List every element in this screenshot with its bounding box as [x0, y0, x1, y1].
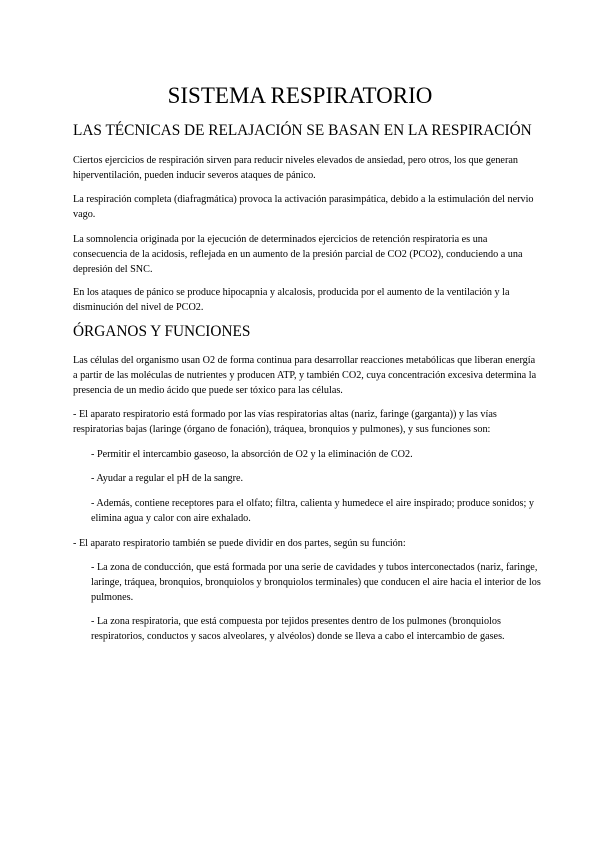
paragraph-cells: Las células del organismo usan O2 de forma continua para desarrollar reacciones metabólicas que liberan energía a partir de las moléculas de nutrientes y producen ATP, y también CO2, cuya concentración excesiva determina la presencia de un medio ácido que puede ser tóxico para las células. [73, 355, 537, 396]
list-item: - La zona de conducción, que está formada por una serie de cavidades y tubos interconectados (nariz, faringe, laringe, tráquea, bronquios, bronquiolos y bronquiolos terminales) que conducen el aire hacia el interior de los pulmones. [91, 562, 541, 603]
list-intro-structure: - El aparato respiratorio está formado por las vías respiratorias altas (nariz, faringe (garganta)) y las vías respiratorias bajas (laringe (órgano de fonación), tráquea, bronquios y pulmones), y sus funciones son: [73, 409, 497, 435]
document-title: SISTEMA RESPIRATORIO [167, 83, 433, 108]
list-item: - Ayudar a regular el pH de la sangre. [91, 473, 244, 484]
list-item: - Permitir el intercambio gaseoso, la absorción de O2 y la eliminación de CO2. [91, 449, 413, 460]
paragraph-anxiety: Ciertos ejercicios de respiración sirven para reducir niveles elevados de ansiedad, pero otros, los que generan hiperventilación, pueden inducir severos ataques de pánico. [73, 155, 518, 181]
list-item: - La zona respiratoria, que está compuesta por tejidos presentes dentro de los pulmones (bronquiolos respiratorios, conductos y sacos alveolares, y alvéolos) donde se lleva a cabo el intercambio de gases. [91, 616, 505, 642]
list-intro-parts: - El aparato respiratorio también se puede dividir en dos partes, según su función: [73, 538, 406, 549]
paragraph-panic: En los ataques de pánico se produce hipocapnia y alcalosis, producida por el aumento de la ventilación y la disminución del nivel de PCO2. [73, 287, 510, 313]
list-item: - Además, contiene receptores para el olfato; filtra, calienta y humedece el aire inspirado; produce sonidos; y elimina agua y calor con aire exhalado. [91, 498, 534, 524]
section-heading-organs: ÓRGANOS Y FUNCIONES [73, 323, 251, 340]
paragraph-somnolence: La somnolencia originada por la ejecución de determinados ejercicios de retención respiratoria es una consecuencia de la acidosis, reflejada en un aumento de la presión parcial de CO2 (PCO2), conduciendo a una depresión del SNC. [73, 234, 523, 275]
section-heading-relaxation: LAS TÉCNICAS DE RELAJACIÓN SE BASAN EN LA RESPIRACIÓN [73, 122, 532, 139]
paragraph-diaphragmatic: La respiración completa (diafragmática) provoca la activación parasimpática, debido a la estimulación del nervio vago. [73, 194, 534, 220]
